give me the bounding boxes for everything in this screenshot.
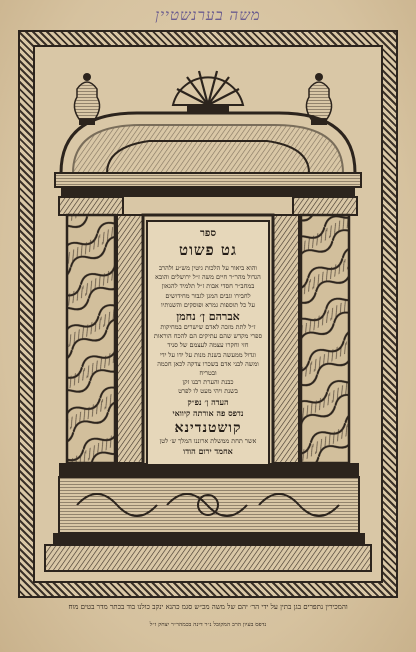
body-line: חזי וחקרו עצמה לעצמם של סניד (167, 341, 249, 350)
footer-line-2: נדפס בעיון הרב המקובל נ״ר דינה בכמהר״ר יצחק ז״ל (149, 622, 267, 628)
intro-line: והוא ביאור על הלכות גיטין מש״ע ולהרב (158, 264, 258, 272)
book-title: גט פשוט (179, 241, 237, 259)
city-name: קושטנדינא (174, 419, 242, 436)
owner-signature: משה בערנשטיין (155, 6, 261, 24)
body-line: ספרי מקדש שהם עתיקים הם להכח הוראות (153, 332, 263, 341)
body-line: ז״ל לתת מזכה לאדם שישרים במחיקות (160, 323, 256, 332)
left-column (67, 215, 115, 463)
cornice (55, 173, 361, 187)
body-line: וגדול ממעשה בשנת מנות על ידו על ידי (159, 350, 257, 359)
title-panel (146, 220, 270, 466)
body-line: ומשה לבני אדם בשכרו צדקה לכאן חכמה ובטריח (157, 359, 259, 378)
pedestal (45, 545, 371, 571)
author-name: אברהם ן׳ נחמן (176, 310, 240, 324)
left-urn (74, 73, 99, 125)
right-column (301, 215, 349, 463)
scallop-shell-ornament (173, 71, 243, 113)
sultan-line: אחמד ירום הודו (183, 445, 233, 456)
printers-line: אשר תחת ממשלת ארוננו המלך ש׳ לטן (159, 436, 257, 445)
printed-at-line: נדפס פה אורתה קיוואי (172, 407, 244, 418)
intro-line: במחב״ר חסדי אבות ז״ל תלמיד להגאון (161, 282, 255, 291)
footer-line-1: והמכירין נתפרים בגן בתין על ידי הר׳ יהם של משה מכ״ש סגמ כהנא ינקב כולנו בוד בכתר מדר בטים מוח (68, 603, 348, 611)
intro-line: לחבירו וגבים המגן לגבור מחידושים (165, 291, 251, 300)
intro-line: על כל תוספות גמרא ופוסקים והשנותיו (161, 300, 255, 309)
community-line: העדה ן׳ נפ״ק (187, 396, 229, 407)
date-line: בשנת ויהי מעט לו לפרט (178, 387, 238, 396)
intro-line: הגדול מהר״ר חיים משה ז״ל ירושלים והובא (155, 273, 261, 282)
book-label: ספר (199, 228, 217, 239)
body-line: כבנת והערת רבנו זקן (182, 378, 234, 387)
